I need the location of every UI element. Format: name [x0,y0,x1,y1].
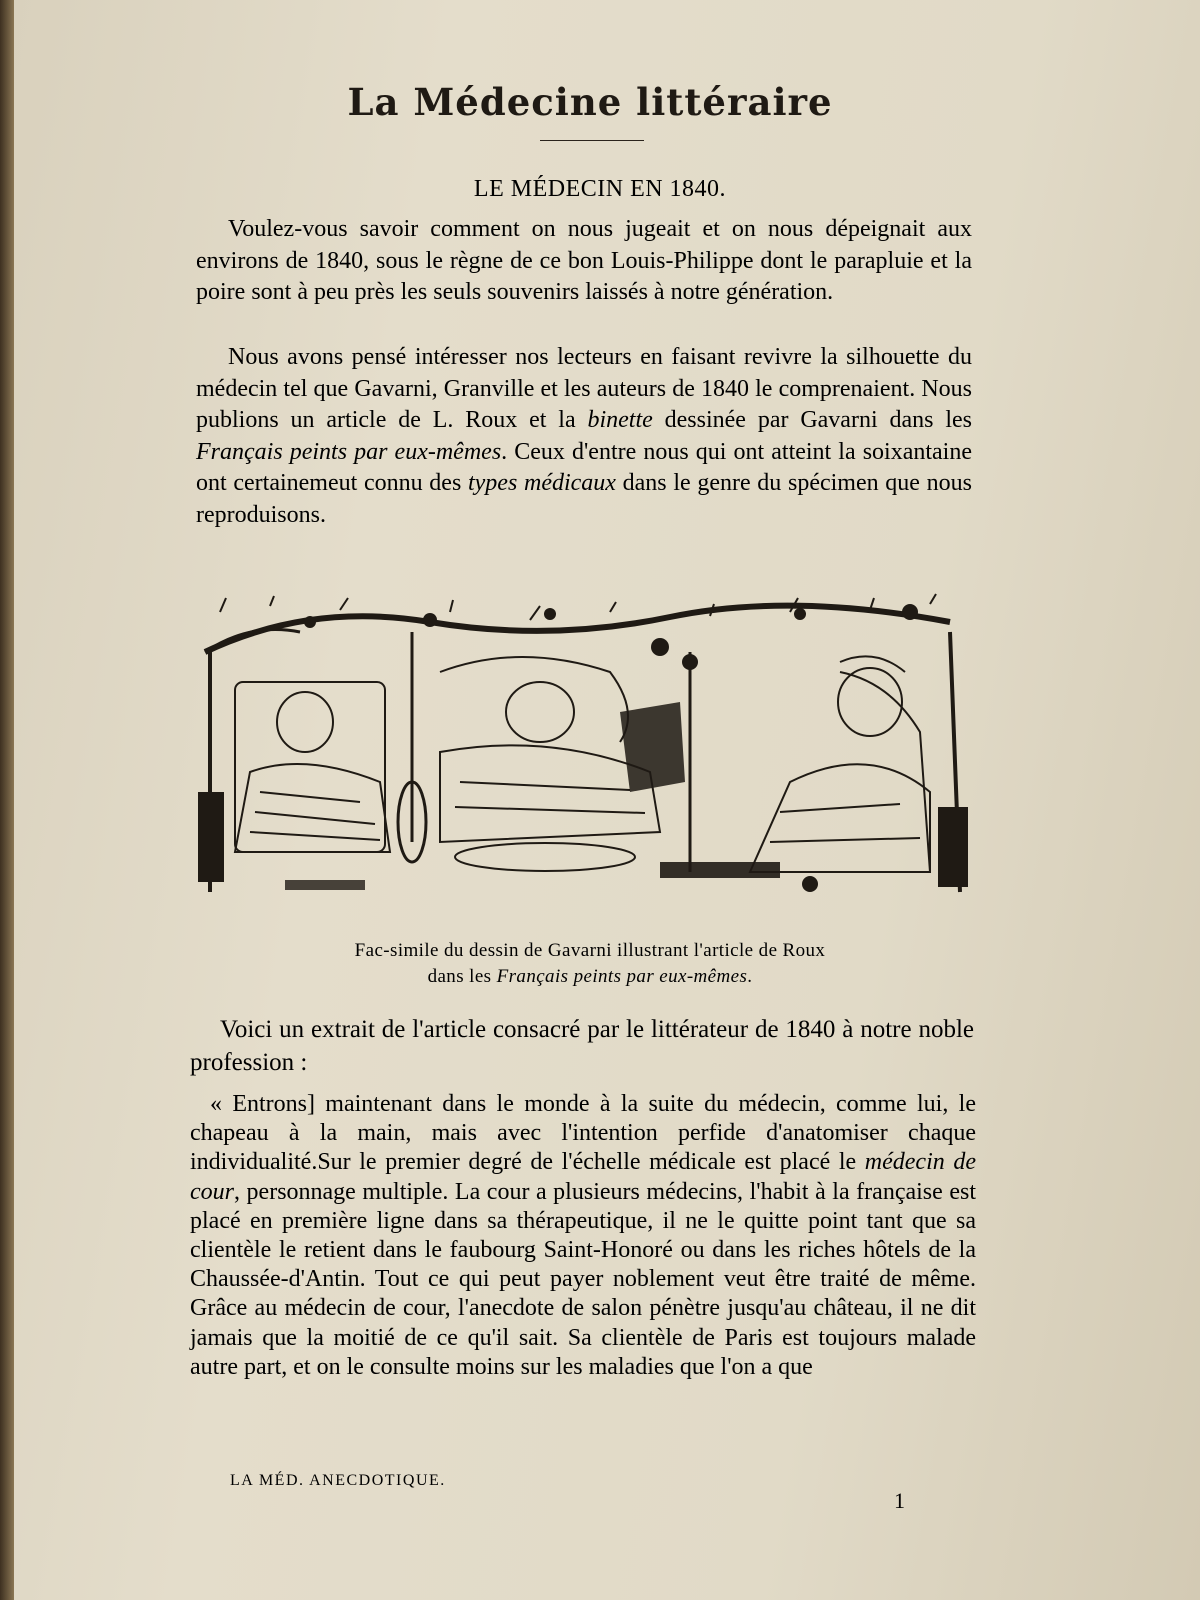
paragraph-intro: Voulez-vous savoir comment on nous jugeait et on nous dépeignait aux environs de 1840, sous le règne de ce bon Louis-Philippe dont le parapluie et la poire sont à peu près les seuls souvenirs laissés à notre génération. [196,216,972,306]
text-run: dans les [427,966,497,987]
paragraph-context [196,342,972,532]
text-run: , personnage multiple. La cour a plusieurs médecins, l'habit à la française est placé en première ligne dans sa thérapeutique, il ne le quitte point tant que sa clientèle le retient dans le faubourg Saint-Honoré ou dans les riches hôtels de la Chaussée-d'Antin. Tout ce qui peut payer noblement veut être traité de même. Grâce au médecin de cour, l'anecdote de salon pénètre jusqu'au château, il ne dit jamais que la moitié de ce qu'il sait. Sa clientèle de Paris est toujours malade autre part, et on le consulte moins sur les maladies que l'on a que [190,1178,976,1380]
figure-caption [230,938,950,990]
italic-run: Français peints par eux-mêmes [196,438,502,465]
caption-line-1: Fac-simile du dessin de Gavarni illustrant l'article de Roux [354,940,826,961]
text-run: « Entrons] maintenant dans le monde à la suite du médecin, comme lui, le chapeau à la main, mais avec l'intention perfide d'anatomiser chaque individualité.Sur le premier degré de l'échelle médicale est placé le [190,1091,976,1176]
section-heading: LE MÉDECIN EN 1840. [473,176,727,202]
text-run: Nous avons pensé intéresser nos lecteurs en faisant revivre la silhouette du médecin tel que Gavarni, Granville et les auteurs de 1840 le comprenaient. Nous publions un article de L. Roux et la [196,344,972,434]
footer-signature: LA MÉD. ANECDOTIQUE. [230,1472,446,1489]
italic-run: Français peints par eux-mêmes [496,966,748,987]
book-spine [0,0,14,1600]
text-run: . [747,966,753,987]
caption-line-2 [230,964,950,990]
gavarni-illustration [190,592,976,910]
paragraph-extract-intro: Voici un extrait de l'article consacré par le littérateur de 1840 à notre noble profession : [190,1016,974,1076]
text-run: . Ceux d'entre nous qui ont atteint la soixantaine ont certainemeut connu des [196,438,972,497]
italic-run: types médicaux [467,470,616,497]
text-run: dessinée par Gavarni dans les [652,407,972,434]
text-run: dans le genre du spécimen que nous reproduisons. [196,470,972,528]
page-number: 1 [894,1488,905,1513]
paragraph-quotation [190,1090,976,1382]
page-title: La Médecine littéraire [347,80,833,124]
italic-run: binette [587,407,653,434]
italic-run: médecin de cour [190,1149,977,1205]
title-rule [540,140,644,141]
